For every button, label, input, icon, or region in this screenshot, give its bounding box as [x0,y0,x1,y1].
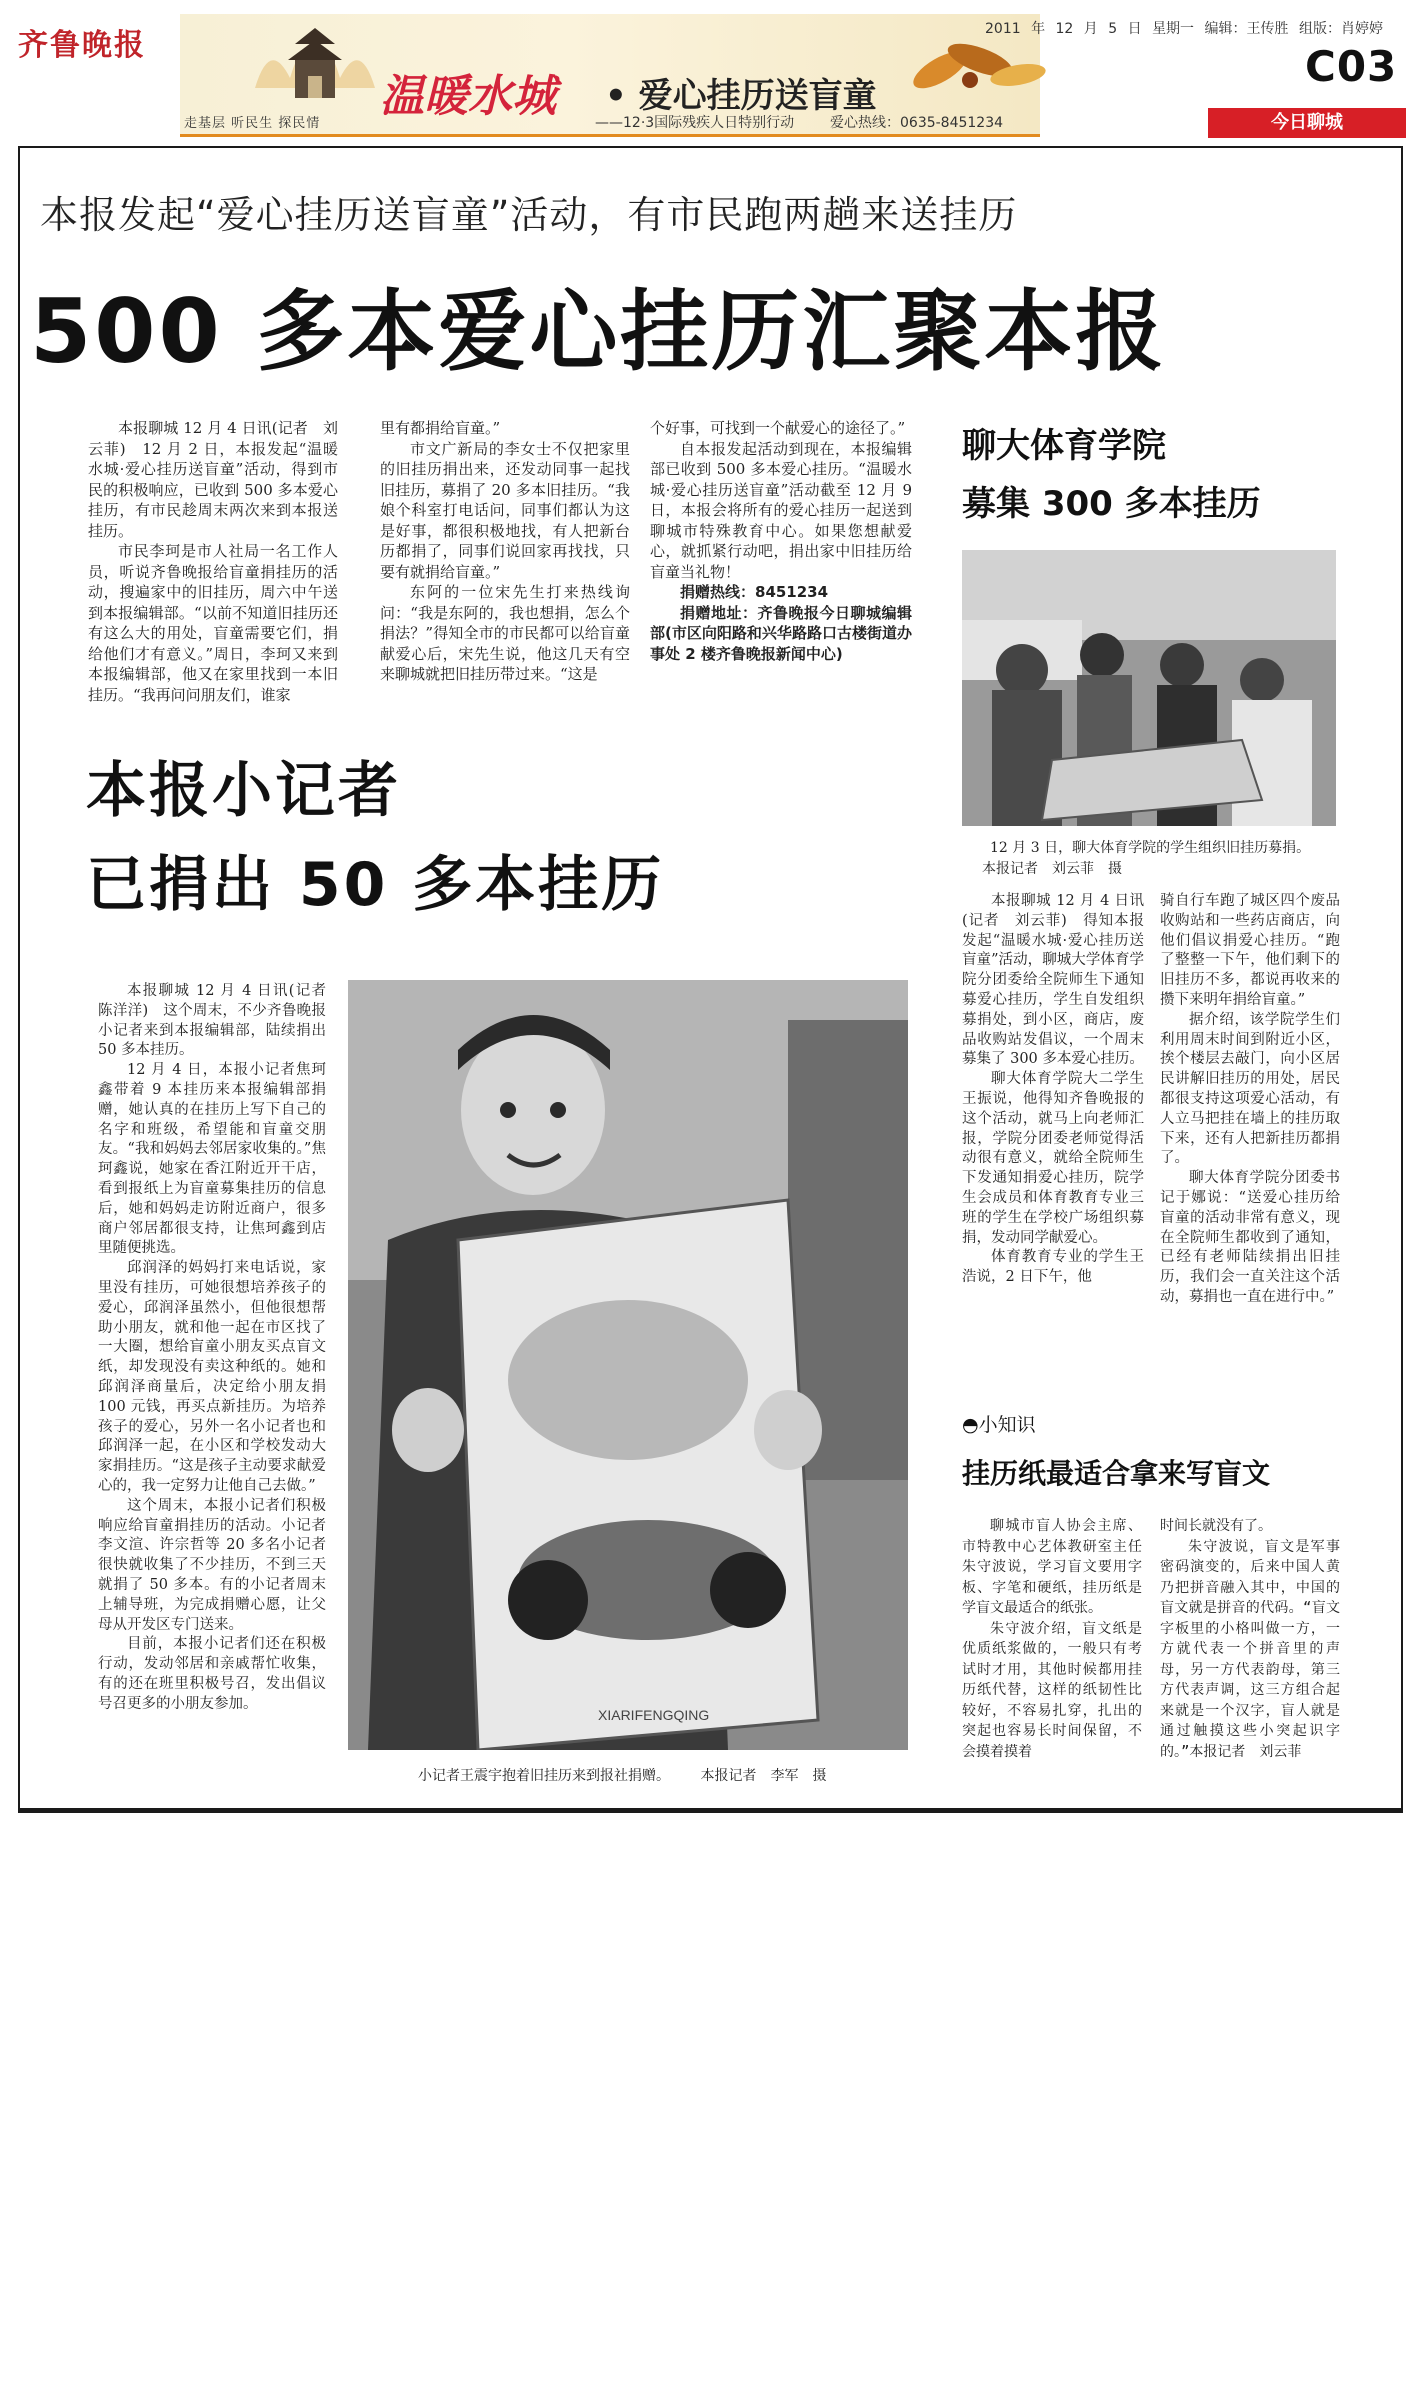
tips-label-text: 小知识 [978,1414,1036,1436]
side-headline-line2: 募集 300 多本挂历 [962,484,1261,524]
paragraph: 自本报发起活动到现在，本报编辑部已收到 500 多本爱心挂历。“温暖水城·爱心挂历送盲童”活动截至 12 月 9 日，本报会将所有的爱心挂历一起送到聊城市特殊教育中心。如果您想献爱心，就抓紧行动吧，捐出家中旧挂历给盲童当礼物！ [650,439,912,581]
lead-deck: 本报发起“爱心挂历送盲童”活动，有市民跑两趟来送挂历 [40,193,1018,237]
side-column-2 [1160,892,1340,1308]
lead-column-2 [380,418,630,685]
banner-hotline: 爱心热线：0635-8451234 [830,115,1004,131]
caption-text: 小记者王震宇抱着旧挂历来到报社捐赠。 [418,1768,670,1784]
lead-headline: 500 多本爱心挂历汇聚本报 [30,280,1167,383]
photo-credit: 本报记者 李军 摄 [700,1768,827,1784]
newspaper-logo: 齐鲁晚报 [18,28,146,63]
layout-credit: 组版：肖婷婷 [1298,21,1383,37]
child-photo-illustration [348,980,908,1750]
paragraph: 聊大体育学院大二学生王振说，他得知齐鲁晚报的这个活动，就马上向老师汇报，学院分团委老师觉得活动很有意义，就给全院师生下发通知捐爱心挂历，院学生会成员和体育教育专业三班的学生在学校广场组织募捐，发动同学献爱心。 [962,1071,1144,1246]
tips-title: 挂历纸最适合拿来写盲文 [962,1457,1271,1490]
lead-column-1 [88,418,338,705]
paragraph: 体育教育专业的学生王浩说，2 日下午，他 [962,1249,1144,1286]
paragraph: 朱守波说，盲文是军事密码演变的，后来中国人黄乃把拼音融入其中，中国的盲文就是拼音的代码。“盲文字板里的小格叫做一方，一方就代表一个拼音里的声母，另一方代表韵母，第三方代表声调，这三方组合起来就是一个汉字，盲人就是通过触摸这些小突起识字的。”本报记者 刘云菲 [1160,1538,1340,1760]
page-meta [985,18,1383,38]
paragraph: 目前，本报小记者们还在积极行动，发动邻居和亲戚帮忙收集，有的还在班里积极号召，发出倡议号召更多的小朋友参加。 [98,1636,326,1712]
paragraph: 这个周末，本报小记者们积极响应给盲童捐挂历的活动。小记者李文渲、许宗哲等 20 多名小记者很快就收集了不少挂历，不到三天就捐了 50 多本。有的小记者周末上辅导班，为完成捐赠心愿，让父母从开发区专门送来。 [98,1497,326,1633]
tips-label [962,1410,1036,1437]
frame-bottom-rule [18,1808,1403,1813]
donation-hotline: 捐赠热线：8451234 [680,583,829,601]
reporter-column [98,982,341,1714]
students-photo-caption [962,838,1336,880]
caption-text: 12 月 3 日，聊大体育学院的学生组织旧挂历募捐。 [990,840,1311,856]
banner-title: 温暖水城 [380,71,556,122]
paragraph: 时间长就没有了。 [1160,1518,1272,1534]
tower-illustration-icon [250,18,380,108]
banner-tagline: ——12·3国际残疾人日特别行动 [595,115,795,131]
reporter-headline-line1: 本报小记者 [86,756,401,826]
tips-column-2 [1160,1516,1340,1762]
paragraph: 12 月 4 日，本报小记者焦珂鑫带着 9 本挂历来本报编辑部捐赠，她认真的在挂历上写下自己的名字和班级，希望能和盲童交朋友。“我和妈妈去邻居家收集的。”焦珂鑫说，她家在香江附近开干店，看到报纸上为盲童募集挂历的信息后，她和妈妈走访附近商户，很多商户邻居都很支持，让焦珂鑫到店里随便挑选。 [98,1062,326,1257]
side-column-1 [962,892,1144,1288]
paragraph: 本报聊城 12 月 4 日讯(记者 刘云菲) 得知本报发起“温暖水城·爱心挂历送盲童”活动，聊城大学体育学院分团委给全院师生下通知募爱心挂历，学生自发组织募捐处，到小区，商店，废品收购站发倡议，一个周末募集了 300 多本爱心挂历。 [962,893,1144,1068]
calendar-brand-text: XIARIFENGQING [598,1707,710,1723]
editor-credit: 编辑：王传胜 [1204,21,1289,37]
paragraph: 朱守波介绍，盲文纸是优质纸浆做的，一般只有考试时才用，其他时候都用挂历纸代替，这样的纸韧性比较好，不容易扎穿，扎出的突起也容易长时间保留，不会摸着摸着 [962,1620,1142,1760]
reporter-headline-line2: 已捐出 50 多本挂历 [86,850,665,920]
banner-subtitle: • 爱心挂历送盲童 [605,76,877,116]
students-collecting-photo [962,550,1336,826]
paragraph: 个好事，可找到一个献爱心的途径了。” [650,419,906,437]
paragraph: 市文广新局的李女士不仅把家里的旧挂历捐出来，还发动同事一起找旧挂历，募捐了 20 多本旧挂历。“我娘个科室打电话问，同事们都认为这是好事，都很积极地找，有人把新台历都捐了，同事们说回家再找找，只要有就捐给盲童。” [380,439,630,581]
page-number: C03 [1305,42,1398,91]
paragraph: 本报聊城 12 月 4 日讯(记者 陈洋洋) 这个周末，不少齐鲁晚报小记者来到本报编辑部，陆续捐出 50 多本挂历。 [98,983,341,1059]
photo-credit: 本报记者 刘云菲 摄 [982,861,1122,877]
side-headline-line1: 聊大体育学院 [962,426,1166,466]
section-tag: 今日聊城 [1208,108,1406,138]
paragraph: 聊城市盲人协会主席、市特教中心艺体教研室主任朱守波说，学习盲文要用字板、字笔和硬纸，挂历纸是学盲文最适合的纸张。 [962,1518,1142,1616]
students-photo-illustration [962,550,1336,826]
donation-address: 捐赠地址：齐鲁晚报今日聊城编辑部(市区向阳路和兴华路路口古楼街道办事处 2 楼齐鲁晚报新闻中心) [650,603,912,663]
tip-bulb-icon: ◓ [962,1414,979,1436]
banner-motto: 走基层 听民生 探民情 [184,116,321,131]
paragraph: 据介绍，该学院学生们利用周末时间到附近小区，挨个楼层去敲门，向小区居民讲解旧挂历的用处，居民都很支持这项爱心活动，有人立马把挂在墙上的挂历取下来，还有人把新挂历都捐了。 [1160,1011,1340,1167]
child-with-calendar-photo [348,980,908,1750]
child-photo-caption [418,1766,908,1787]
tips-column-1 [962,1516,1142,1762]
paragraph: 东阿的一位宋先生打来热线询问：“我是东阿的，我也想捐，怎么个捐法？”得知全市的市民都可以给盲童献爱心后，宋先生说，他这几天有空来聊城就把旧挂历带过来。“这是 [380,583,630,683]
paragraph: 市民李珂是市人社局一名工作人员，听说齐鲁晚报给盲童捐挂历的活动，搜遍家中的旧挂历，周六中午送到本报编辑部。“以前不知道旧挂历还有这么大的用处，盲童需要它们，捐给他们才有意义。”周日，李珂又来到本报编辑部，他又在家里找到一本旧挂历。“我再问问朋友们，谁家 [88,542,338,704]
issue-date: 2011 年 12 月 5 日 [985,21,1142,37]
paragraph: 本报聊城 12 月 4 日讯(记者 刘云菲) 12 月 2 日，本报发起“温暖水城·爱心挂历送盲童”活动，得到市民的积极响应，已收到 500 多本爱心挂历，有市民趁周末两次来到本报送挂历。 [88,419,338,540]
lead-column-3 [650,418,912,664]
paragraph: 聊大体育学院分团委书记于娜说：“送爱心挂历给盲童的活动非常有意义，现在全院师生都收到了通知，已经有老师陆续捐出旧挂历，我们会一直关注这个活动，募捐也一直在进行中。” [1160,1170,1340,1305]
paragraph: 里有都捐给盲童。” [380,419,501,437]
paragraph: 骑自行车跑了城区四个废品收购站和一些药店商店，向他们倡议捐爱心挂历。“跑了整整一下午，他们剩下的旧挂历不多，都说再收来的攒下来明年捐给盲童。” [1160,893,1340,1008]
issue-weekday: 星期一 [1152,21,1195,37]
paragraph: 邱润泽的妈妈打来电话说，家里没有挂历，可她很想培养孩子的爱心，邱润泽虽然小，但他很想帮助小朋友，就和他一起在市区找了一大圈，想给盲童小朋友买点盲文纸，却发现没有卖这种纸的。她和邱润泽商量后，决定给小朋友捐 100 元钱，再买点新挂历。为培养孩子的爱心，另外一名小记者也和邱润泽一起，在小区和学校发动大家捐挂历。“这是孩子主动要求献爱心的，我一定努力让他自己去做。” [98,1260,326,1494]
